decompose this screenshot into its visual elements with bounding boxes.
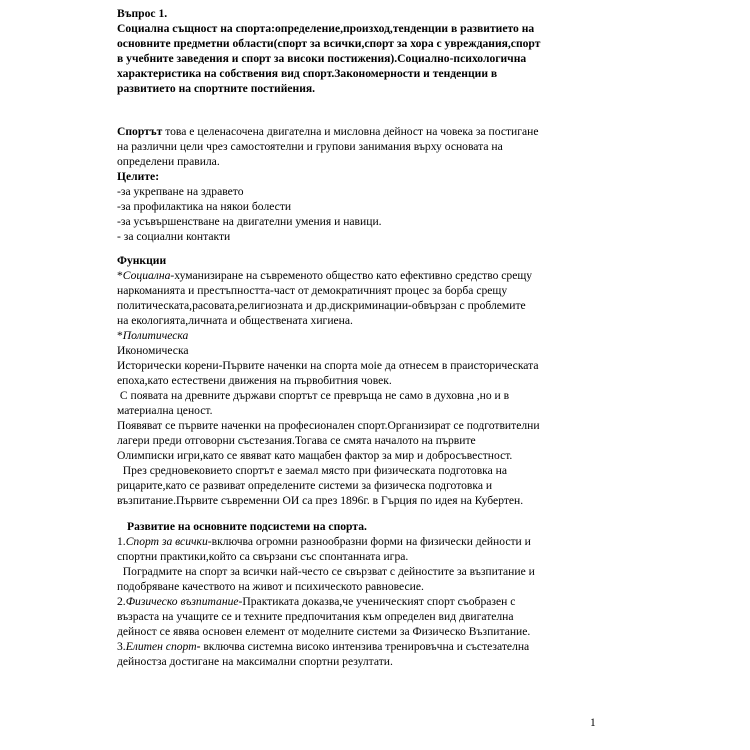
question-number: Въпрос 1. [117, 7, 168, 20]
history-line: материална ценост. [117, 404, 213, 417]
history-line: възпитание.Първите съвременни ОИ са през 1896г. в Гърция по идея на Кубертен. [117, 494, 524, 507]
title-line: Социална същност на спорта:определение,произход,тенденции в развитието на [117, 22, 535, 35]
item-label: Спорт за всички [125, 535, 208, 548]
title-line: основните предметни области(спорт за всички,спорт за хора с увреждания,спорт [117, 37, 541, 50]
social-bullet: * [117, 269, 123, 282]
history-line: Олимписки игри,като се явяват като мащабен фактор за мир и добросъвестност. [117, 449, 513, 462]
definition-line: на различни цели чрез самостоятелни и групови занимания върху основата на [117, 140, 503, 153]
functions-section [117, 253, 595, 508]
goal-item: - за социални контакти [117, 230, 231, 243]
goals-heading: Целите: [117, 170, 160, 183]
item-label: Елитен спорт [125, 640, 197, 653]
title-line: развитието на спортните постийения. [117, 82, 316, 95]
item-number: 3. [117, 640, 126, 653]
social-text: -хуманизиране на съвременото общество като ефективно средство срещу [170, 269, 533, 282]
page-number: 1 [590, 717, 596, 729]
definition-line: определени правила. [117, 155, 220, 168]
development-heading: Развитие на основните подсистеми на спорта. [127, 520, 367, 533]
social-line: политическата,расовата,религиозната и др.дискриминации-обвързан с проблемите [117, 299, 526, 312]
item-line: възраста на учащите се и техните предпочитания към определен вид двигателна [117, 610, 514, 623]
item-text: включва системна високо интензива тренировъчна и състезателна [200, 640, 530, 653]
history-line: През средновековието спортът е заемал място при физическата подготовка на [117, 464, 508, 477]
goal-item: -за усъвършенстване на двигателни умения и навици. [117, 215, 382, 228]
social-label: Социална [122, 269, 171, 282]
item-line: подобряване качеството на живот и психическото равновесие. [117, 580, 424, 593]
history-line: Появяват се първите наченки на професионален спорт.Организират се подготвителни [117, 419, 540, 432]
history-line: С появата на древните държави спортът се превръща не само в духовна ,но и в [117, 389, 510, 402]
economic-label: Икономическа [117, 344, 189, 357]
item-line: спортни практики,който са свързани със спонтанната игра. [117, 550, 409, 563]
item-line: дейностза достигане на максимални спортни резултати. [117, 655, 393, 668]
social-line: на екологията,личната и обществената хигиена. [117, 314, 353, 327]
item-label: Физическо възпитание [125, 595, 239, 608]
item-dash: - [196, 640, 201, 653]
history-line: Исторически корени-Първите наченки на спорта моіе да отнесем в праисторическата [117, 359, 539, 372]
history-line: рицарите,като се развиват определените системи за физическа подготовка и [117, 479, 493, 492]
goals-section [117, 169, 595, 244]
social-line: наркоманията и престъпността-част от демократичният процес за борба срещу [117, 284, 508, 297]
political-label: Политическа [122, 329, 189, 342]
title-line: в учебните заведения и спорт за високи постижения).Социално-психологична [117, 52, 527, 65]
question-header [117, 6, 595, 96]
history-line: лагери преди отговорни състезания.Тогава се смята началото на първите [117, 434, 476, 447]
functions-heading: Функции [117, 254, 167, 267]
item-number: 2. [117, 595, 126, 608]
item-line: Поградмите на спорт за всички най-често се свързват с дейностите за възпитание и [117, 565, 535, 578]
item-text: -Практиката доказва,че ученическият спорт съобразен с [238, 595, 516, 608]
definition-text: това е целенасочена двигателна и мисловна дейност на човека за постигане [162, 125, 539, 138]
definition-paragraph [117, 124, 595, 169]
development-section [117, 519, 595, 669]
title-line: характеристика на собствения вид спорт.Закономерности и тенденции в [117, 67, 498, 80]
definition-term: Спортът [117, 125, 163, 138]
goal-item: -за укрепване на здравето [117, 185, 244, 198]
item-line: дейност се явява основен елемент от моделните системи за Физическо Възпитание. [117, 625, 531, 638]
political-bullet: * [117, 329, 123, 342]
item-number: 1. [117, 535, 126, 548]
goal-item: -за профилактика на някои болести [117, 200, 292, 213]
history-line: епоха,като естествени движения на първобитния човек. [117, 374, 392, 387]
item-text: -включва огромни разнообразни форми на физически дейности и [207, 535, 531, 548]
